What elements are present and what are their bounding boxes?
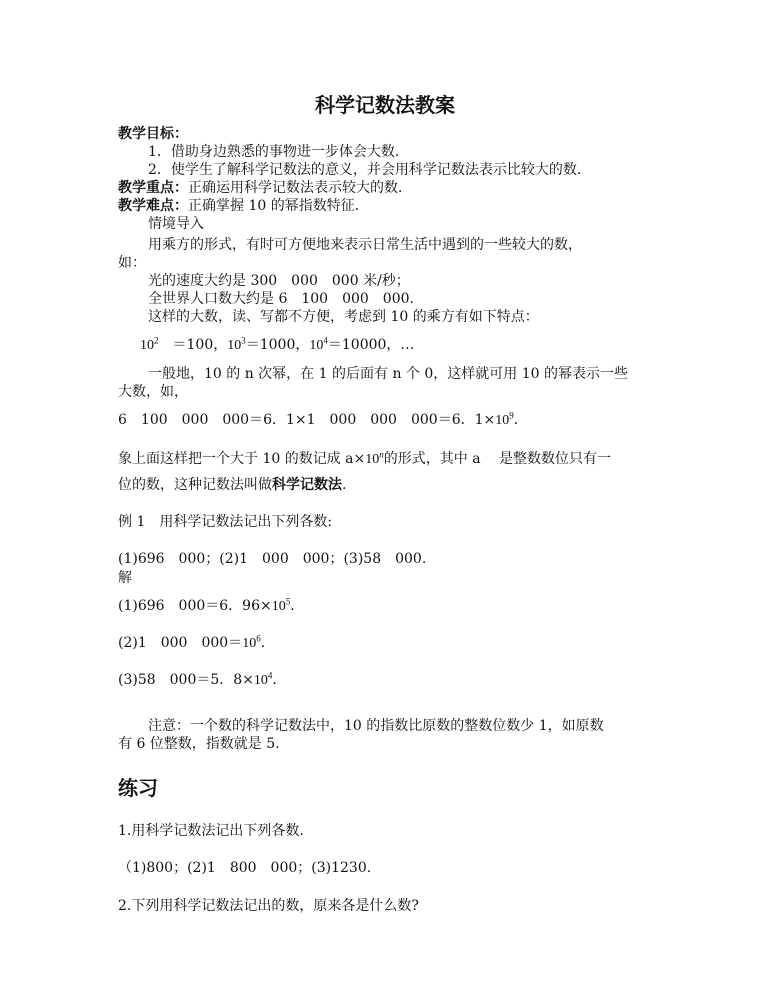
intro-paragraph-line-2: 如：: [118, 255, 146, 271]
general-rule-line-1: 一般地，10 的 n 次幂，在 1 的后面有 n 个 0，这样就可用 10 的幂表示一些: [148, 366, 628, 382]
objective-1: 1．借助身边熟悉的事物进一步体会大数．: [148, 144, 409, 160]
definition-term: 科学记数法: [272, 477, 342, 493]
difficulty-text: 正确掌握 10 的幂指数特征．: [188, 198, 369, 214]
example-equation: [118, 411, 528, 430]
definition-text-a: 象上面这样把一个大于 10 的数记成 a×: [118, 451, 366, 467]
solution-2: [118, 634, 275, 653]
difficulty-line: [118, 197, 369, 215]
page-title: 科学记数法教案: [315, 93, 455, 117]
power-3: $10^3$: [227, 335, 246, 353]
intro-heading: 情境导入: [148, 216, 204, 232]
key-point-line: [118, 179, 412, 197]
solution-3: [118, 671, 286, 690]
solution-1-end: ．: [290, 598, 305, 614]
solution-2-end: ．: [260, 635, 275, 651]
solution-2-power: $10^6$: [242, 633, 261, 651]
practice-1-items: （1)800；(2)1 800 000；(3)1230.: [118, 860, 372, 876]
large-numbers-text: 这样的大数，读、写都不方便，考虑到 10 的乘方有如下特点：: [148, 309, 539, 325]
practice-1: 1.用科学记数法记出下列各数.: [118, 823, 304, 839]
solution-3-power: $10^4$: [253, 670, 273, 688]
example-equation-power: $10^9$: [495, 410, 514, 428]
power-4-value: ＝10000，…: [327, 337, 415, 353]
note-line-1: 注意：一个数的科学记数法中，10 的指数比原数的整数位数少 1，如原数: [148, 718, 604, 734]
practice-2: 2.下列用科学记数法记出的数，原来各是什么数?: [118, 898, 419, 914]
solution-3-end: ．: [272, 672, 287, 688]
practice-heading: 练习: [118, 776, 158, 800]
intro-paragraph-line-1: 用乘方的形式，有时可方便地来表示日常生活中遇到的一些较大的数，: [148, 237, 582, 253]
solution-1: [118, 597, 304, 616]
example-items: (1)696 000；(2)1 000 000；(3)58 000.: [118, 551, 427, 567]
example-equation-end: ．: [513, 412, 528, 428]
solution-3-left: (3)58 000＝5．8×: [118, 672, 254, 688]
definition-power: 10$^n$: [365, 449, 384, 467]
objective-2: 2．使学生了解科学记数法的意义，并会用科学记数法表示比较大的数．: [148, 162, 591, 178]
definition-text-b: 的形式，其中 a 是整数数位只有一: [383, 451, 611, 467]
solution-label: 解: [118, 570, 132, 586]
note-line-2: 有 6 位整数，指数就是 5.: [118, 736, 280, 752]
power-4: $10^4$: [309, 335, 328, 353]
population-text: 全世界人口数大约是 6 100 000 000.: [148, 291, 414, 307]
example-equation-left: 6 100 000 000＝6．1×1 000 000 000＝6．1×: [118, 412, 496, 428]
objectives-label: 教学目标：: [118, 126, 188, 142]
light-speed-text: 光的速度大约是 300 000 000 米/秒；: [148, 273, 410, 289]
power-2: $10^2$: [140, 335, 159, 353]
definition-end: .: [342, 477, 347, 493]
solution-1-power: $10^5$: [271, 596, 291, 614]
difficulty-label: 教学难点：: [118, 198, 188, 214]
definition-line-2: [118, 476, 346, 494]
power-3-value: ＝1000，: [245, 337, 310, 353]
key-label: 教学重点：: [118, 180, 188, 196]
example-title: 例 1 用科学记数法记出下列各数:: [118, 514, 333, 530]
definition-line-1: [118, 450, 611, 469]
solution-1-left: (1)696 000＝6．96×: [118, 598, 272, 614]
powers-of-ten-line: [140, 336, 414, 355]
key-text: 正确运用科学记数法表示较大的数．: [188, 180, 412, 196]
power-2-value: ＝100，: [158, 337, 228, 353]
general-rule-line-2: 大数，如，: [118, 384, 188, 400]
definition-text-c: 位的数，这种记数法叫做: [118, 477, 272, 493]
solution-2-left: (2)1 000 000＝: [118, 635, 243, 651]
